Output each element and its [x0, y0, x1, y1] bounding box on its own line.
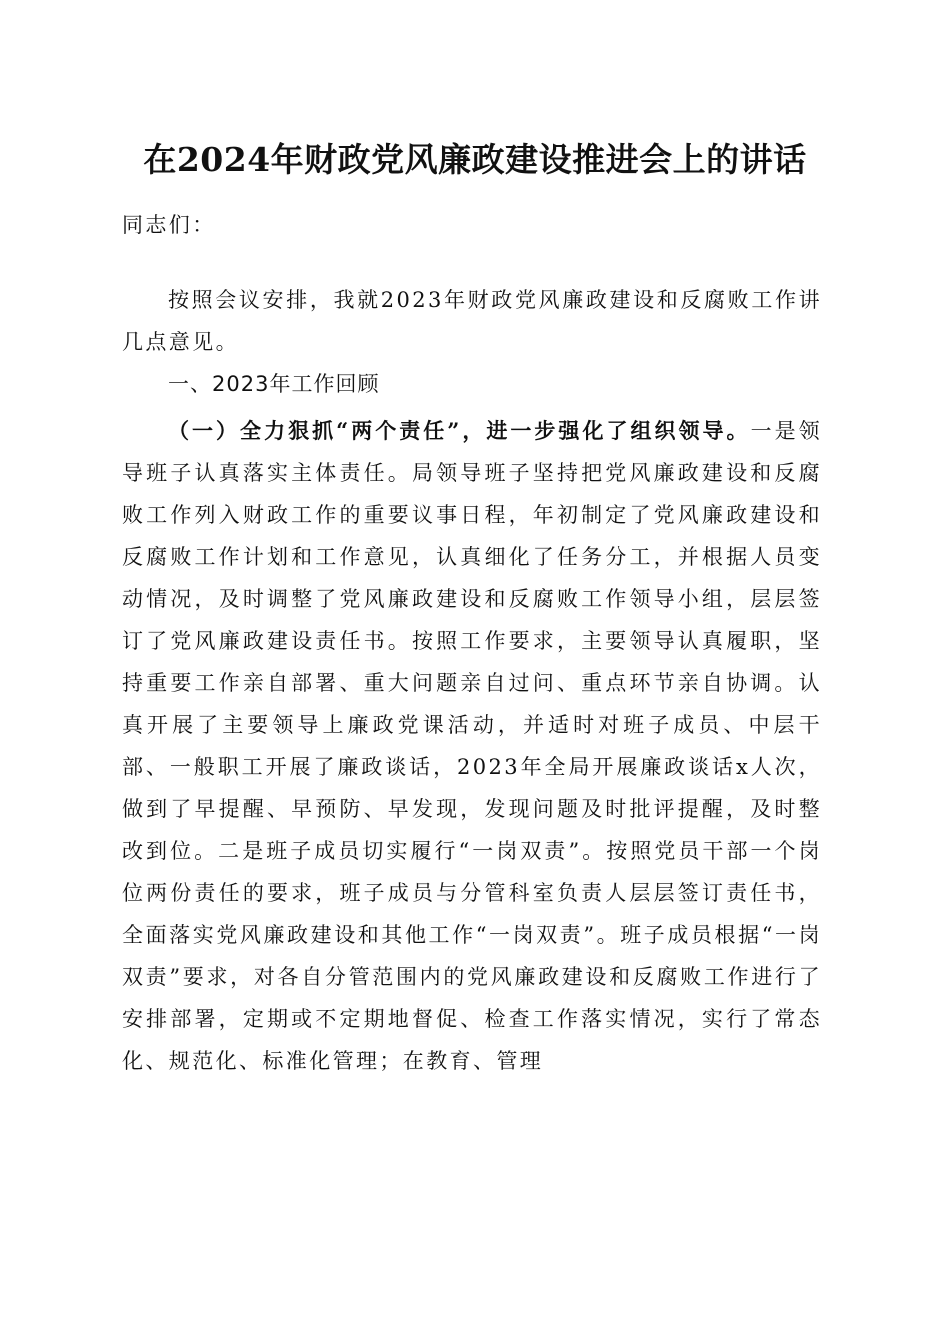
- subsection-heading: （一）全力狠抓“两个责任”，进一步强化了组织领导。: [168, 418, 751, 443]
- intro-paragraph: 按照会议安排，我就2023年财政党风廉政建设和反腐败工作讲几点意见。: [122, 288, 822, 354]
- document-title: 在2024年财政党风廉政建设推进会上的讲话: [143, 140, 807, 179]
- salutation: 同志们：: [122, 213, 216, 237]
- body-paragraph: [122, 410, 822, 1082]
- section-heading: 一、2023年工作回顾: [168, 372, 380, 396]
- subsection-body: 一是领导班子认真落实主体责任。局领导班子坚持把党风廉政建设和反腐败工作列入财政工作的重要议事日程，年初制定了党风廉政建设和反腐败工作计划和工作意见，认真细化了任务分工，并根据人员变动情况，及时调整了党风廉政建设和反腐败工作领导小组，层层签订了党风廉政建设责任书。按照工作要求，主要领导认真履职，坚持重要工作亲自部署、重大问题亲自过问、重点环节亲自协调。认真开展了主要领导上廉政党课活动，并适时对班子成员、中层干部、一般职工开展了廉政谈话，2023年全局开展廉政谈话x人次，做到了早提醒、早预防、早发现，发现问题及时批评提醒，及时整改到位。二是班子成员切实履行“一岗双责”。按照党员干部一个岗位两份责任的要求，班子成员与分管科室负责人层层签订责任书，全面落实党风廉政建设和其他工作“一岗双责”。班子成员根据“一岗双责”要求，对各自分管范围内的党风廉政建设和反腐败工作进行了安排部署，定期或不定期地督促、检查工作落实情况，实行了常态化、规范化、标准化管理；在教育、管理: [122, 419, 823, 1073]
